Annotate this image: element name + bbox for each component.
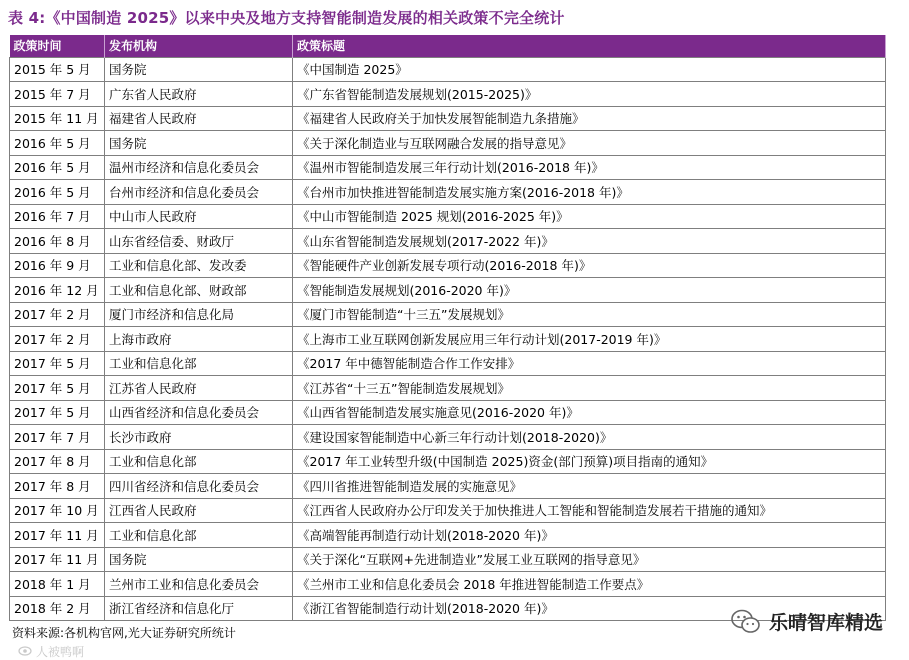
table-row: [10, 278, 886, 303]
eye-icon: [18, 645, 32, 659]
cell-policy-title: 《厦门市智能制造“十三五”发展规划》: [293, 302, 886, 327]
cell-policy-title: 《广东省智能制造发展规划(2015-2025)》: [293, 82, 886, 107]
cell-policy-time: 2017 年 2 月: [10, 302, 105, 327]
cell-policy-title: 《台州市加快推进智能制造发展实施方案(2016-2018 年)》: [293, 180, 886, 205]
cell-policy-title: 《浙江省智能制造行动计划(2018-2020 年)》: [293, 596, 886, 621]
cell-policy-title: 《兰州市工业和信息化委员会 2018 年推进智能制造工作要点》: [293, 572, 886, 597]
table-row: [10, 449, 886, 474]
cell-policy-title: 《关于深化“互联网+先进制造业”发展工业互联网的指导意见》: [293, 547, 886, 572]
cell-policy-title: 《上海市工业互联网创新发展应用三年行动计划(2017-2019 年)》: [293, 327, 886, 352]
cell-policy-title: 《关于深化制造业与互联网融合发展的指导意见》: [293, 131, 886, 156]
cell-policy-title: 《高端智能再制造行动计划(2018-2020 年)》: [293, 523, 886, 548]
cell-issuing-agency: 江西省人民政府: [105, 498, 293, 523]
cell-policy-title: 《建设国家智能制造中心新三年行动计划(2018-2020)》: [293, 425, 886, 450]
cell-issuing-agency: 兰州市工业和信息化委员会: [105, 572, 293, 597]
cell-issuing-agency: 福建省人民政府: [105, 106, 293, 131]
table-row: [10, 180, 886, 205]
cell-issuing-agency: 山东省经信委、财政厅: [105, 229, 293, 254]
cell-policy-title: 《江西省人民政府办公厅印发关于加快推进人工智能和智能制造发展若干措施的通知》: [293, 498, 886, 523]
cell-policy-time: 2017 年 8 月: [10, 474, 105, 499]
cell-policy-time: 2016 年 7 月: [10, 204, 105, 229]
cell-policy-time: 2016 年 5 月: [10, 155, 105, 180]
brand-label: 乐晴智库精选: [768, 612, 883, 634]
brand-mark: [731, 608, 883, 635]
cell-issuing-agency: 台州市经济和信息化委员会: [105, 180, 293, 205]
header-issuing-agency: 发布机构: [105, 35, 293, 57]
cell-issuing-agency: 上海市政府: [105, 327, 293, 352]
table-row: [10, 351, 886, 376]
cell-issuing-agency: 温州市经济和信息化委员会: [105, 155, 293, 180]
table-row: [10, 523, 886, 548]
cell-issuing-agency: 国务院: [105, 547, 293, 572]
cell-policy-title: 《中国制造 2025》: [293, 57, 886, 82]
cell-policy-time: 2015 年 11 月: [10, 106, 105, 131]
cell-policy-time: 2017 年 8 月: [10, 449, 105, 474]
cell-issuing-agency: 工业和信息化部: [105, 449, 293, 474]
cell-issuing-agency: 四川省经济和信息化委员会: [105, 474, 293, 499]
table-row: [10, 82, 886, 107]
table-row: [10, 547, 886, 572]
cell-policy-title: 《山东省智能制造发展规划(2017-2022 年)》: [293, 229, 886, 254]
watermark: [18, 643, 84, 660]
cell-policy-title: 《2017 年中德智能制造合作工作安排》: [293, 351, 886, 376]
table-row: [10, 57, 886, 82]
cell-policy-time: 2017 年 7 月: [10, 425, 105, 450]
cell-policy-time: 2018 年 1 月: [10, 572, 105, 597]
cell-policy-title: 《温州市智能制造发展三年行动计划(2016-2018 年)》: [293, 155, 886, 180]
wechat-icon: [731, 609, 761, 635]
cell-policy-time: 2017 年 11 月: [10, 523, 105, 548]
cell-policy-time: 2018 年 2 月: [10, 596, 105, 621]
table-row: [10, 400, 886, 425]
policy-table: [9, 35, 886, 621]
cell-issuing-agency: 中山市人民政府: [105, 204, 293, 229]
cell-policy-title: 《福建省人民政府关于加快发展智能制造九条措施》: [293, 106, 886, 131]
table-row: [10, 155, 886, 180]
table-row: [10, 106, 886, 131]
header-policy-time: 政策时间: [10, 35, 105, 57]
header-policy-title: 政策标题: [293, 35, 886, 57]
cell-issuing-agency: 浙江省经济和信息化厅: [105, 596, 293, 621]
cell-issuing-agency: 山西省经济和信息化委员会: [105, 400, 293, 425]
cell-policy-time: 2016 年 9 月: [10, 253, 105, 278]
cell-policy-time: 2016 年 8 月: [10, 229, 105, 254]
cell-issuing-agency: 长沙市政府: [105, 425, 293, 450]
cell-issuing-agency: 国务院: [105, 57, 293, 82]
table-row: [10, 327, 886, 352]
table-row: [10, 204, 886, 229]
cell-policy-time: 2016 年 5 月: [10, 131, 105, 156]
cell-policy-title: 《中山市智能制造 2025 规划(2016-2025 年)》: [293, 204, 886, 229]
table-row: [10, 131, 886, 156]
table-row: [10, 572, 886, 597]
cell-policy-time: 2017 年 5 月: [10, 376, 105, 401]
cell-policy-time: 2015 年 5 月: [10, 57, 105, 82]
source-note: 资料来源:各机构官网,光大证券研究所统计: [12, 626, 236, 640]
cell-policy-time: 2017 年 2 月: [10, 327, 105, 352]
table-body: [10, 57, 886, 621]
cell-policy-title: 《智能硬件产业创新发展专项行动(2016-2018 年)》: [293, 253, 886, 278]
table-row: [10, 253, 886, 278]
table-row: [10, 474, 886, 499]
table-row: [10, 376, 886, 401]
cell-policy-time: 2017 年 5 月: [10, 351, 105, 376]
cell-policy-title: 《智能制造发展规划(2016-2020 年)》: [293, 278, 886, 303]
cell-policy-title: 《2017 年工业转型升级(中国制造 2025)资金(部门预算)项目指南的通知》: [293, 449, 886, 474]
cell-policy-time: 2017 年 5 月: [10, 400, 105, 425]
cell-policy-title: 《山西省智能制造发展实施意见(2016-2020 年)》: [293, 400, 886, 425]
cell-issuing-agency: 江苏省人民政府: [105, 376, 293, 401]
cell-policy-title: 《四川省推进智能制造发展的实施意见》: [293, 474, 886, 499]
cell-issuing-agency: 广东省人民政府: [105, 82, 293, 107]
cell-policy-title: 《江苏省“十三五”智能制造发展规划》: [293, 376, 886, 401]
cell-issuing-agency: 厦门市经济和信息化局: [105, 302, 293, 327]
cell-issuing-agency: 工业和信息化部、财政部: [105, 278, 293, 303]
cell-issuing-agency: 国务院: [105, 131, 293, 156]
table-caption: 表 4:《中国制造 2025》以来中央及地方支持智能制造发展的相关政策不完全统计: [8, 9, 565, 27]
cell-issuing-agency: 工业和信息化部: [105, 523, 293, 548]
cell-policy-time: 2015 年 7 月: [10, 82, 105, 107]
table-row: [10, 229, 886, 254]
cell-issuing-agency: 工业和信息化部、发改委: [105, 253, 293, 278]
table-row: [10, 498, 886, 523]
table-row: [10, 302, 886, 327]
cell-policy-time: 2016 年 12 月: [10, 278, 105, 303]
watermark-label: 人被鸭啊: [36, 645, 85, 659]
cell-issuing-agency: 工业和信息化部: [105, 351, 293, 376]
cell-policy-time: 2017 年 11 月: [10, 547, 105, 572]
table-header-row: [10, 35, 886, 57]
cell-policy-time: 2016 年 5 月: [10, 180, 105, 205]
table-row: [10, 425, 886, 450]
cell-policy-time: 2017 年 10 月: [10, 498, 105, 523]
